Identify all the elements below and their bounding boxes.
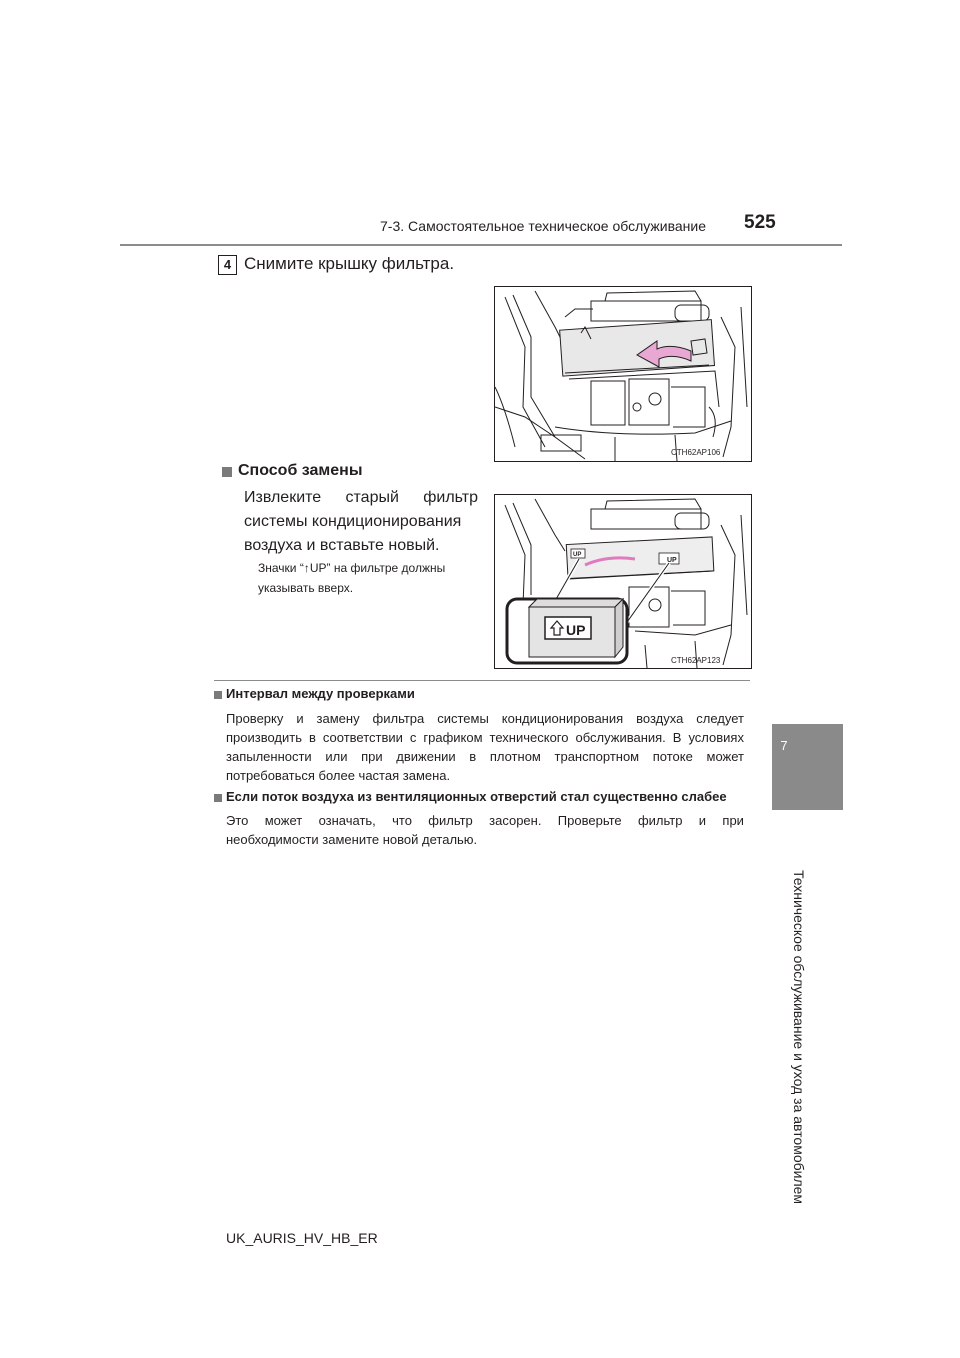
note-heading-airflow: Если поток воздуха из вентиляционных отверстий стал существенно слабее xyxy=(226,789,727,804)
note-body-interval: Проверку и замену фильтра системы кондиционирования воздуха следует производить в соответствии с графиком технического обслуживания. В условиях запыленности или при движении в плотном транспортном потоке может потребоваться более частая замена. xyxy=(226,711,744,783)
replacement-body xyxy=(244,486,478,558)
figure-code-1: CTH62AP106 xyxy=(671,448,721,457)
chapter-title-text: Техническое обслуживание и уход за автомобилем xyxy=(791,870,807,1205)
replacement-line: системы кондиционирования xyxy=(244,513,462,530)
up-marking-small-right: UP xyxy=(667,557,677,564)
chapter-tab xyxy=(772,724,843,810)
filter-cover-illustration xyxy=(495,287,751,461)
figure-insert-new-filter xyxy=(494,494,752,669)
chapter-side-title xyxy=(785,870,809,1205)
figure-code-2: CTH62AP123 xyxy=(671,656,721,665)
notes-divider xyxy=(214,680,750,681)
step-number-badge: 4 xyxy=(218,255,237,275)
note-bullet xyxy=(214,691,222,699)
replacement-line: Извлеките старый фильтр xyxy=(244,489,478,506)
replacement-line: воздуха и вставьте новый. xyxy=(244,537,440,554)
section-bullet xyxy=(222,467,232,477)
chapter-number: 7 xyxy=(780,738,788,753)
step-instruction: Снимите крышку фильтра. xyxy=(244,254,455,273)
replacement-note: Значки “↑UP” на фильтре должны указывать вверх. xyxy=(258,561,446,595)
header-divider xyxy=(120,244,842,246)
figure-remove-filter-cover xyxy=(494,286,752,462)
note-bullet xyxy=(214,794,222,802)
page-number: 525 xyxy=(744,212,776,233)
new-filter-illustration xyxy=(495,495,751,668)
running-header-section: 7-3. Самостоятельное техническое обслуживание xyxy=(380,218,707,234)
note-body-airflow: Это может означать, что фильтр засорен. Проверьте фильтр и при необходимости замените новой деталью. xyxy=(226,813,744,847)
note-heading-interval: Интервал между проверками xyxy=(226,686,415,701)
up-marking-large: UP xyxy=(566,622,586,638)
up-marking-small-left: UP xyxy=(573,552,582,558)
document-code: UK_AURIS_HV_HB_ER xyxy=(226,1230,378,1246)
replacement-heading: Способ замены xyxy=(238,462,363,479)
